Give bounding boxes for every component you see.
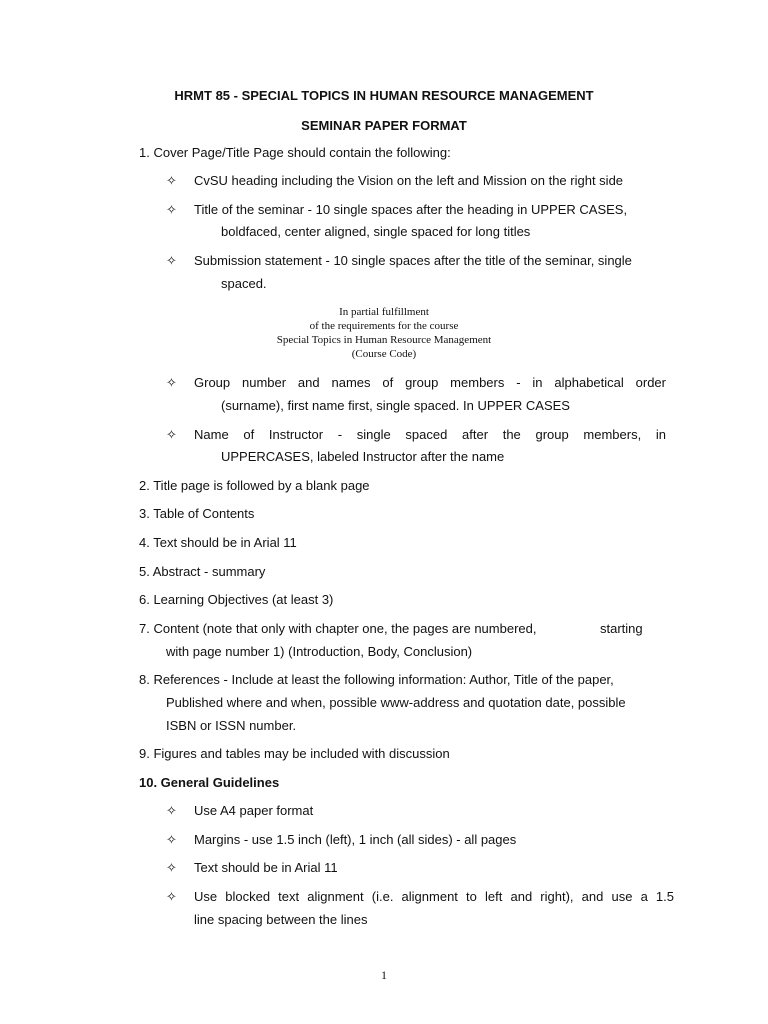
guideline-paper-format: Use A4 paper format [194,803,314,818]
list-item-8-line3: ISBN or ISSN number. [166,718,297,733]
list-item-9: 9. Figures and tables may be included with discussion [139,746,450,761]
submission-line-1: In partial fulfillment [339,306,429,318]
sub-item-title-line1: Title of the seminar - 10 single spaces after the heading in UPPER CASES, [194,202,628,217]
bullet-star-icon: ✧ [166,860,177,875]
submission-line-4: (Course Code) [351,348,417,360]
guideline-alignment-line2: line spacing between the lines [194,912,368,927]
list-item-1: 1. Cover Page/Title Page should contain the following: [139,145,451,160]
sub-item-title-line2: boldfaced, center aligned, single spaced for long titles [221,224,531,239]
sub-item-instructor-line2: UPPERCASES, labeled Instructor after the name [221,449,505,464]
list-item-5: 5. Abstract - summary [139,564,266,579]
submission-line-2: of the requirements for the course [309,320,459,332]
bullet-star-icon: ✧ [166,803,177,818]
guideline-alignment-line1: Use blocked text alignment (i.e. alignment to left and right), and use a 1.5 [194,889,674,904]
list-item-7-starting: starting [600,621,643,636]
bullet-star-icon: ✧ [166,253,177,268]
guideline-font: Text should be in Arial 11 [194,860,338,875]
course-title: HRMT 85 - SPECIAL TOPICS IN HUMAN RESOURCE MANAGEMENT [174,88,594,103]
sub-item-group-line1: Group number and names of group members - in alphabetical order [194,375,666,390]
sub-item-submission-line2: spaced. [221,276,267,291]
bullet-star-icon: ✧ [166,173,177,188]
list-item-10-heading: 10. General Guidelines [139,775,280,790]
list-item-2: 2. Title page is followed by a blank page [139,478,370,493]
bullet-star-icon: ✧ [166,832,177,847]
list-item-7-line1: 7. Content (note that only with chapter one, the pages are numbered, [139,621,537,636]
list-item-6: 6. Learning Objectives (at least 3) [139,592,334,607]
document-subtitle: SEMINAR PAPER FORMAT [301,118,467,133]
sub-item-group-line2: (surname), first name first, single spaced. In UPPER CASES [221,398,570,413]
bullet-star-icon: ✧ [166,202,177,217]
list-item-8-line1: 8. References - Include at least the following information: Author, Title of the paper, [139,672,614,687]
bullet-star-icon: ✧ [166,427,177,442]
submission-line-3: Special Topics in Human Resource Management [276,334,492,346]
bullet-star-icon: ✧ [166,375,177,390]
list-item-7-line2: with page number 1) (Introduction, Body, Conclusion) [166,644,473,659]
sub-item-cvsu-heading: CvSU heading including the Vision on the left and Mission on the right side [194,173,624,188]
sub-item-submission-line1: Submission statement - 10 single spaces after the title of the seminar, single [194,253,632,268]
page-number: 1 [381,968,387,982]
list-item-8-line2: Published where and when, possible www-address and quotation date, possible [166,695,626,710]
bullet-star-icon: ✧ [166,889,177,904]
guideline-margins: Margins - use 1.5 inch (left), 1 inch (all sides) - all pages [194,832,517,847]
list-item-4: 4. Text should be in Arial 11 [139,535,297,550]
sub-item-instructor-line1: Name of Instructor - single spaced after the group members, in [194,427,666,442]
list-item-3: 3. Table of Contents [139,506,255,521]
